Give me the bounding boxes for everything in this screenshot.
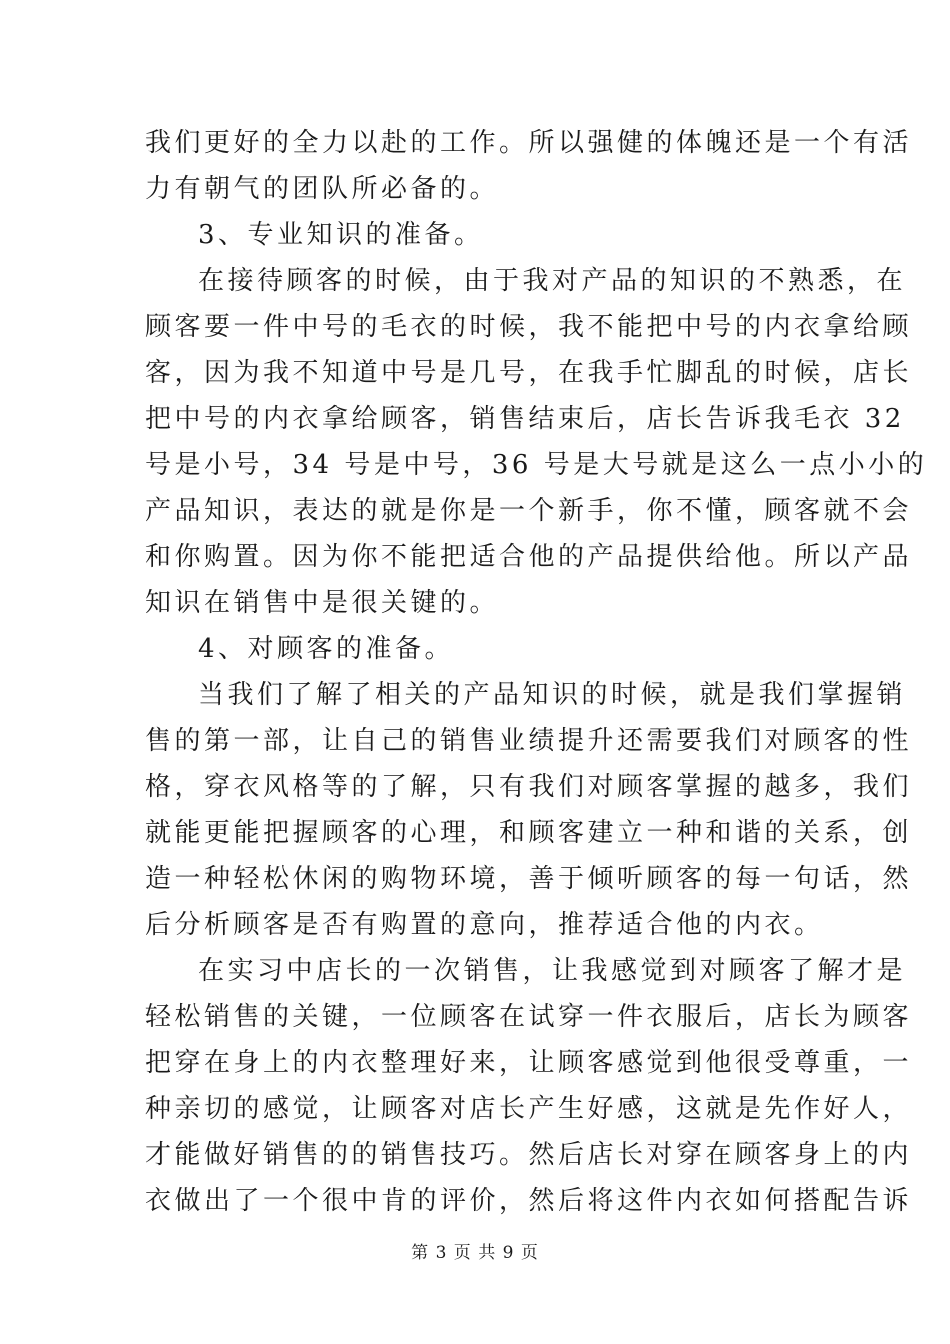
text-line: 把穿在身上的内衣整理好来，让顾客感觉到他很受尊重，一 (145, 1048, 913, 1078)
text-line: 售的第一部，让自己的销售业绩提升还需要我们对顾客的性 (145, 726, 913, 756)
text-line: 才能做好销售的的销售技巧。然后店长对穿在顾客身上的内 (145, 1140, 913, 1170)
text-line: 我们更好的全力以赴的工作。所以强健的体魄还是一个有活 (145, 128, 913, 158)
text-line: 造一种轻松休闲的购物环境，善于倾听顾客的每一句话，然 (145, 864, 913, 894)
text-line: 后分析顾客是否有购置的意向，推荐适合他的内衣。 (145, 910, 824, 940)
text-line: 把中号的内衣拿给顾客，销售结束后，店长告诉我毛衣 32 (145, 404, 905, 434)
text-line: 客，因为我不知道中号是几号，在我手忙脚乱的时候，店长 (145, 358, 913, 388)
text-line: 轻松销售的关键，一位顾客在试穿一件衣服后，店长为顾客 (145, 1002, 913, 1032)
text-line: 力有朝气的团队所必备的。 (145, 174, 500, 204)
text-line: 3、专业知识的准备。 (198, 220, 484, 250)
text-line: 格，穿衣风格等的了解，只有我们对顾客掌握的越多，我们 (145, 772, 913, 802)
text-line: 4、对顾客的准备。 (198, 634, 455, 664)
text-line: 衣做出了一个很中肯的评价，然后将这件内衣如何搭配告诉 (145, 1186, 913, 1216)
text-line: 种亲切的感觉，让顾客对店长产生好感，这就是先作好人， (145, 1094, 913, 1124)
text-line: 号是小号，34 号是中号，36 号是大号就是这么一点小小的 (145, 450, 928, 480)
page-footer: 第 3 页 共 9 页 (411, 1243, 539, 1263)
text-line: 知识在销售中是很关键的。 (145, 588, 500, 618)
text-line: 在接待顾客的时候，由于我对产品的知识的不熟悉，在 (198, 266, 907, 296)
text-line: 顾客要一件中号的毛衣的时候，我不能把中号的内衣拿给顾 (145, 312, 913, 342)
text-line: 就能更能把握顾客的心理，和顾客建立一种和谐的关系，创 (145, 818, 913, 848)
text-line: 和你购置。因为你不能把适合他的产品提供给他。所以产品 (145, 542, 913, 572)
text-line: 当我们了解了相关的产品知识的时候，就是我们掌握销 (198, 680, 907, 710)
text-line: 在实习中店长的一次销售，让我感觉到对顾客了解才是 (198, 956, 907, 986)
text-line: 产品知识，表达的就是你是一个新手，你不懂，顾客就不会 (145, 496, 913, 526)
document-body (145, 120, 928, 1224)
